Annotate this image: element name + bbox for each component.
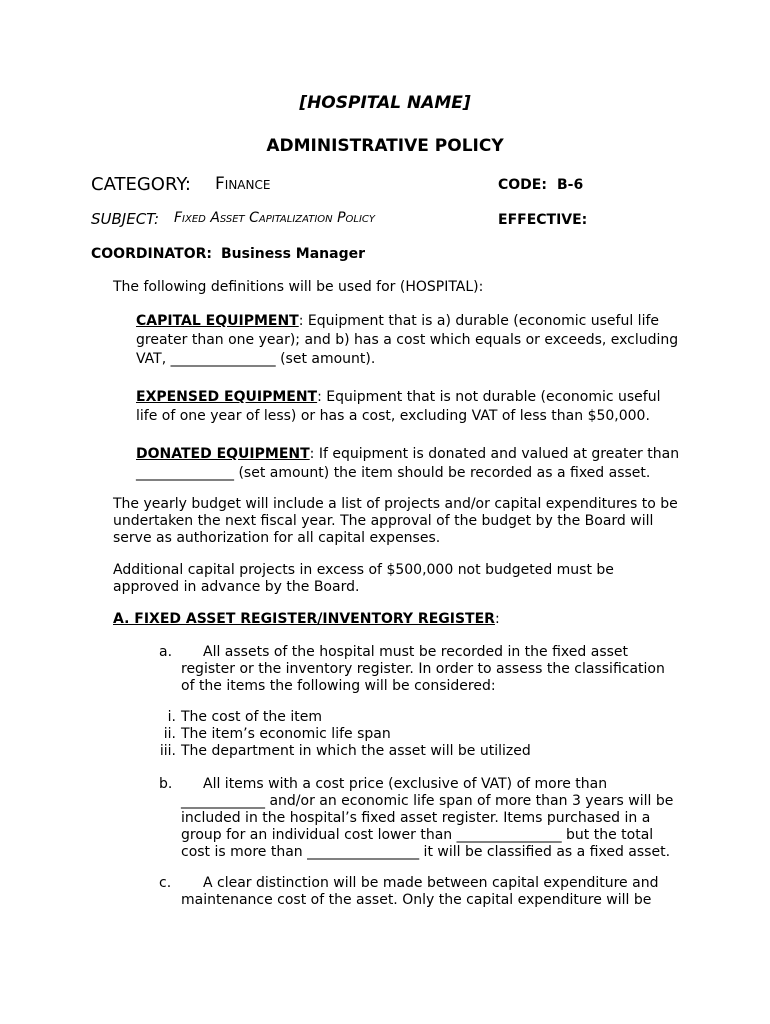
capital-line-3: VAT, _______________ (set amount). xyxy=(136,351,376,367)
subject-value: Fixed Asset Capitalization Policy xyxy=(174,210,376,226)
category-value: Finance xyxy=(215,174,271,194)
capital-line-1: : Equipment that is a) durable (economic useful life xyxy=(298,313,659,329)
donated-equipment-term: DONATED EQUIPMENT xyxy=(136,446,310,462)
item-b-text xyxy=(181,776,673,861)
subject-label: SUBJECT: xyxy=(91,210,160,228)
item-b-line-1: All items with a cost price (exclusive of VAT) of more than xyxy=(203,776,608,792)
item-a-line-1: All assets of the hospital must be recorded in the fixed asset xyxy=(203,644,629,660)
list-item: The department in which the asset will be utilized xyxy=(181,743,531,759)
category-label: CATEGORY: xyxy=(91,174,191,195)
item-b-line-5: cost is more than ________________ it will be classified as a fixed asset. xyxy=(181,844,671,860)
additional-projects-paragraph xyxy=(113,562,614,596)
capital-line-2: greater than one year); and b) has a cost which equals or exceeds, excluding xyxy=(136,332,679,348)
roman-marker-i: i. xyxy=(167,709,176,725)
roman-marker-iii: iii. xyxy=(159,743,176,759)
expensed-line-1: : Equipment that is not durable (economic useful xyxy=(317,389,661,405)
expensed-equipment-definition xyxy=(136,388,660,426)
code-value: B-6 xyxy=(557,177,584,193)
item-a-marker: a. xyxy=(159,644,173,660)
list-item: The cost of the item xyxy=(181,709,322,725)
effective-label: EFFECTIVE: xyxy=(498,212,588,228)
donated-line-1: : If equipment is donated and valued at greater than xyxy=(309,446,680,462)
code-label: CODE: xyxy=(498,177,547,193)
item-c-text xyxy=(181,875,658,909)
item-c-line-2: maintenance cost of the asset. Only the capital expenditure will be xyxy=(181,892,652,908)
donated-equipment-definition xyxy=(136,445,679,483)
list-item: The item’s economic life span xyxy=(181,726,391,742)
item-b-line-2: ____________ and/or an economic life span of more than 3 years will be xyxy=(181,793,674,809)
roman-marker-ii: ii. xyxy=(163,726,176,742)
item-c-line-1: A clear distinction will be made between capital expenditure and xyxy=(203,875,659,891)
coordinator-value: Business Manager xyxy=(221,246,365,262)
hospital-name: [HOSPITAL NAME] xyxy=(299,93,471,113)
item-b-marker: b. xyxy=(159,776,173,792)
budget-line-2: undertaken the next fiscal year. The approval of the budget by the Board will xyxy=(113,513,654,529)
additional-line-2: approved in advance by the Board. xyxy=(113,579,360,595)
item-a-line-3: of the items the following will be considered: xyxy=(181,678,496,694)
coordinator-label: COORDINATOR: xyxy=(91,246,212,262)
expensed-equipment-term: EXPENSED EQUIPMENT xyxy=(136,389,318,405)
item-a-line-2: register or the inventory register. In order to assess the classification xyxy=(181,661,665,677)
item-c-marker: c. xyxy=(159,875,172,891)
section-a-heading xyxy=(113,611,500,627)
capital-equipment-definition xyxy=(136,312,678,369)
budget-line-3: serve as authorization for all capital expenses. xyxy=(113,530,441,546)
section-a-colon: : xyxy=(494,611,500,627)
donated-line-2: ______________ (set amount) the item should be recorded as a fixed asset. xyxy=(136,465,651,481)
section-a-title: A. FIXED ASSET REGISTER/INVENTORY REGISTER xyxy=(113,611,495,627)
document-title: ADMINISTRATIVE POLICY xyxy=(266,136,504,156)
item-b-line-4: group for an individual cost lower than _______________ but the total xyxy=(181,827,654,843)
roman-markers xyxy=(140,709,176,760)
intro-text: The following definitions will be used for (HOSPITAL): xyxy=(113,279,484,295)
item-a-text xyxy=(181,644,665,695)
item-b-line-3: included in the hospital’s fixed asset register. Items purchased in a xyxy=(181,810,651,826)
expensed-line-2: life of one year of less) or has a cost, excluding VAT of less than $50,000. xyxy=(136,408,650,424)
budget-paragraph xyxy=(113,496,678,547)
additional-line-1: Additional capital projects in excess of $500,000 not budgeted must be xyxy=(113,562,614,578)
roman-list xyxy=(181,709,531,760)
capital-equipment-term: CAPITAL EQUIPMENT xyxy=(136,313,299,329)
budget-line-1: The yearly budget will include a list of projects and/or capital expenditures to be xyxy=(113,496,678,512)
